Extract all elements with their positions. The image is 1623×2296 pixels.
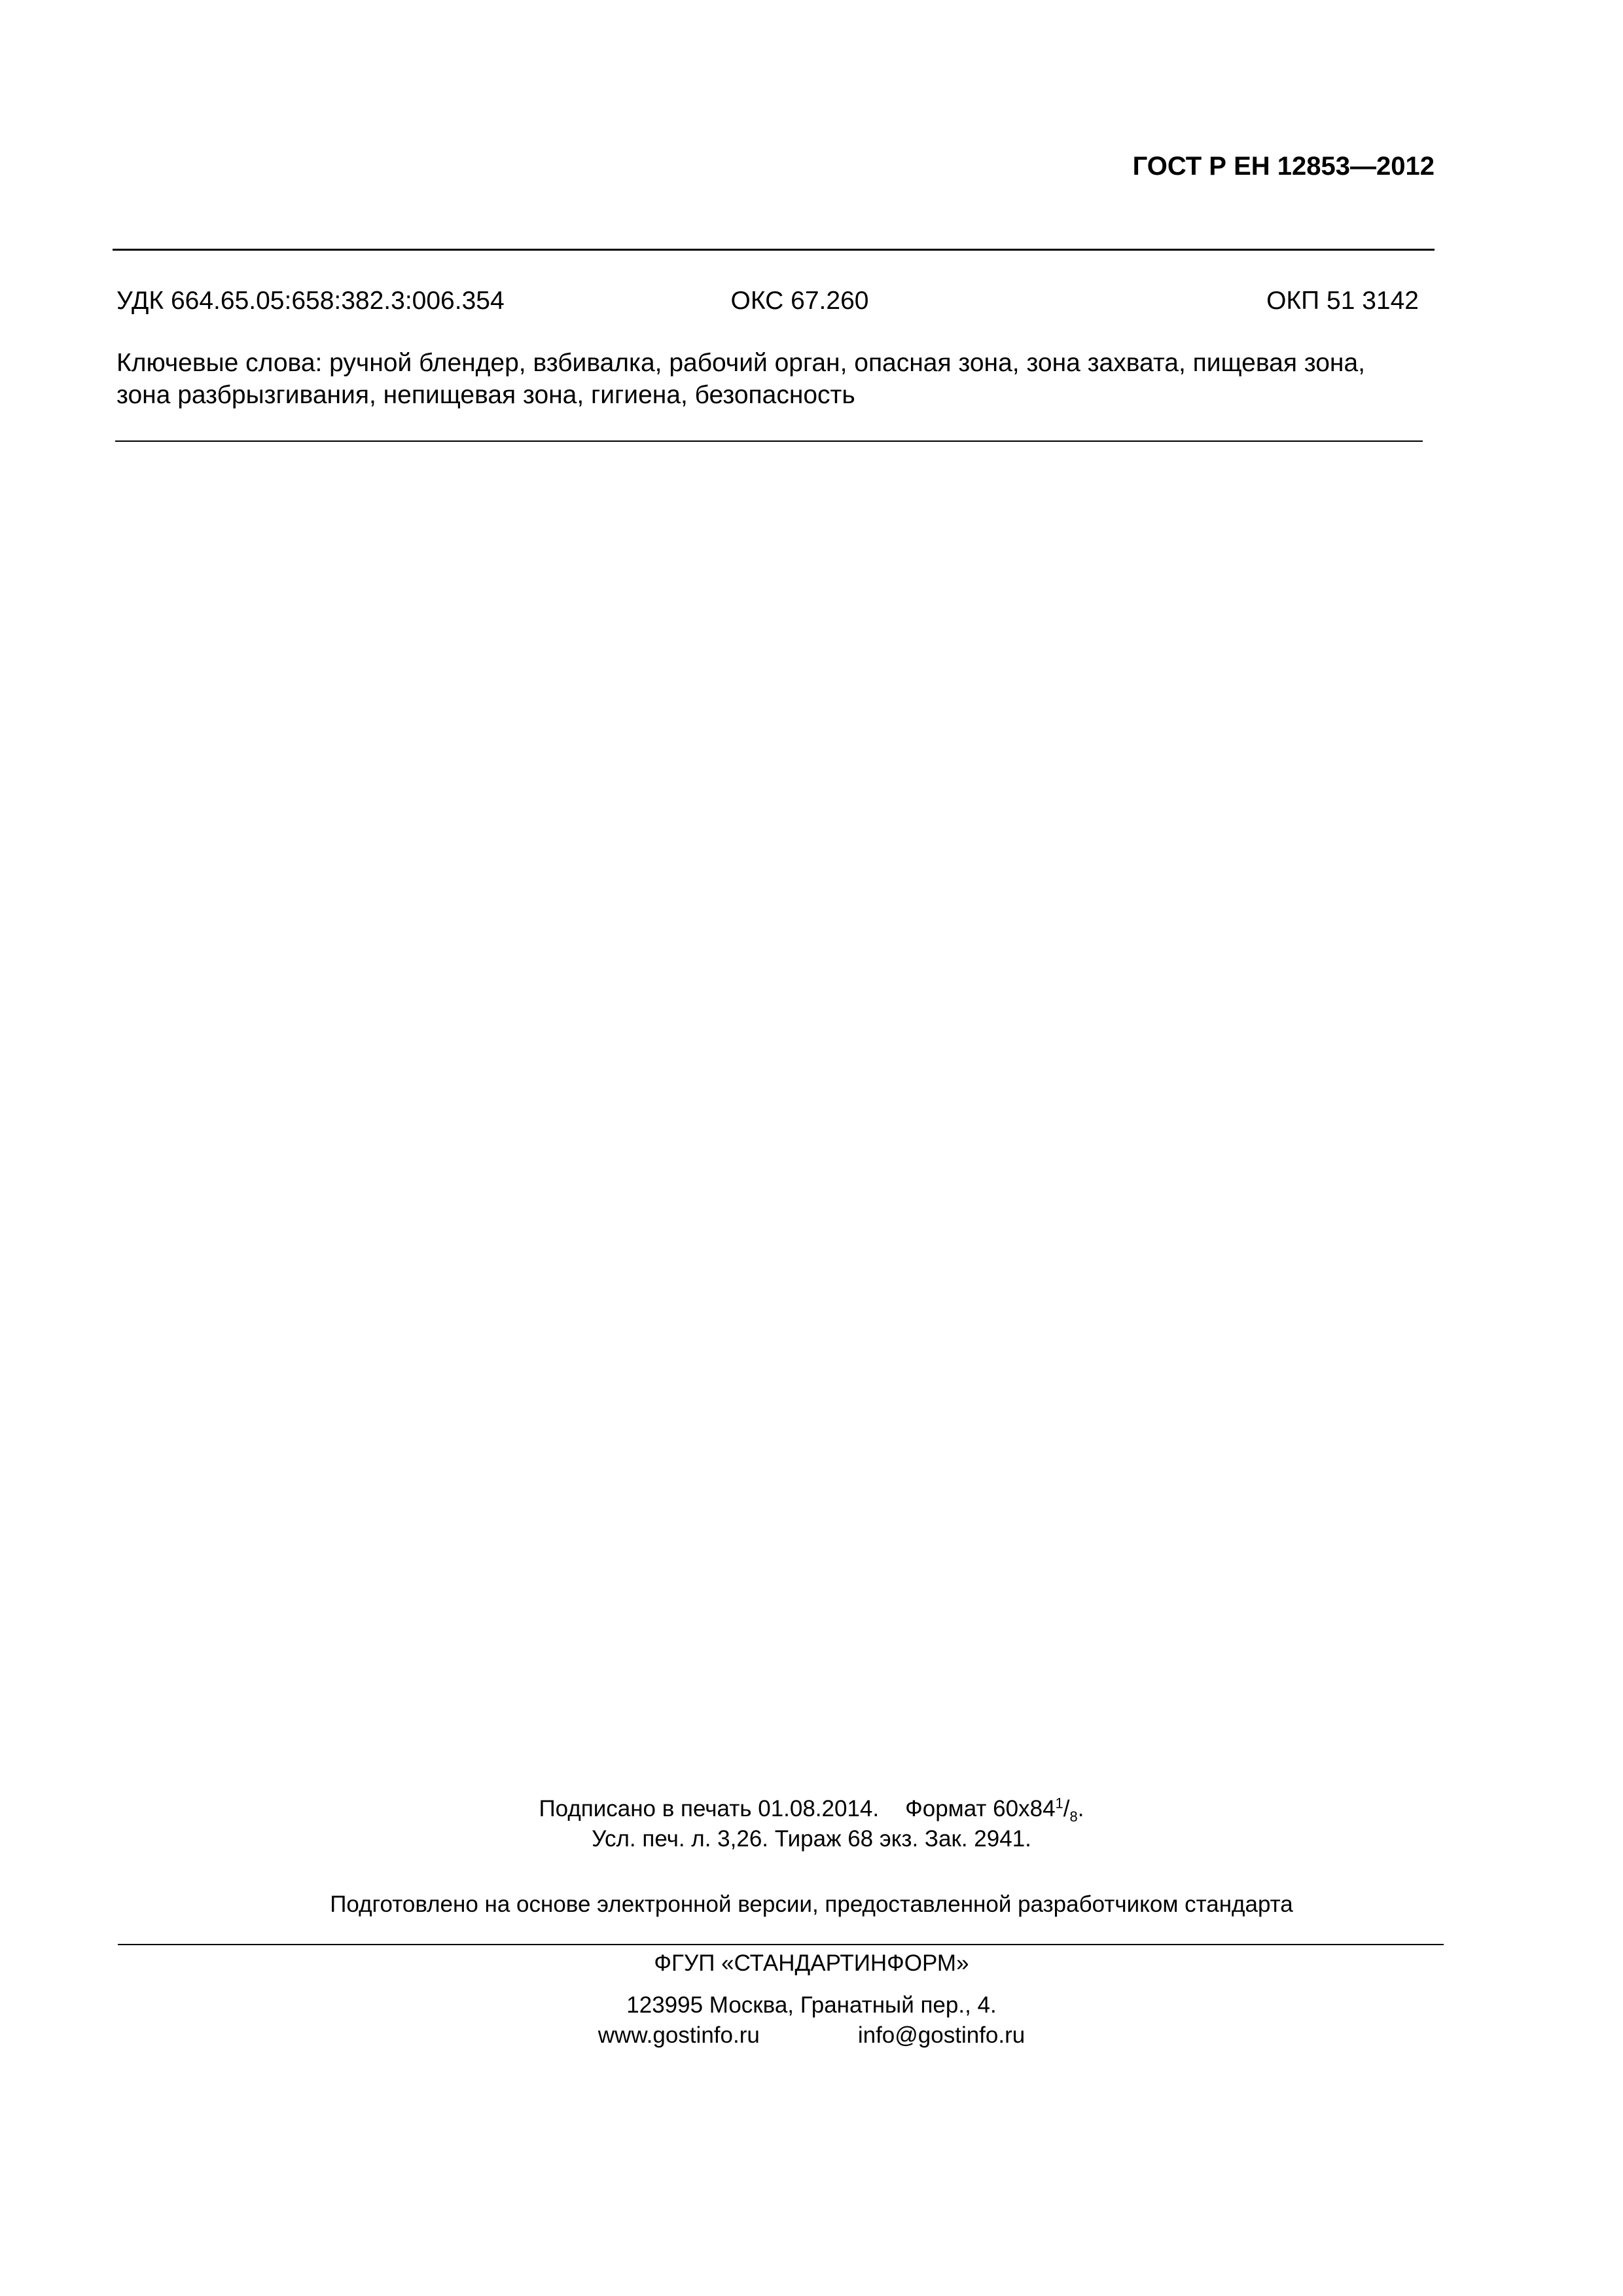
email-link[interactable]: info@gostinfo.ru <box>857 2022 1026 2048</box>
prepared-note: Подготовлено на основе электронной версии, предоставленной разработчиком стандарта <box>330 1892 1293 1917</box>
keywords-divider <box>115 440 1423 442</box>
publisher-name: ФГУП «СТАНДАРТИНФОРМ» <box>654 1950 969 1976</box>
standard-number: ГОСТ Р ЕН 12853—2012 <box>1132 152 1435 181</box>
contact-line <box>0 2020 1623 2051</box>
okp-code: ОКП 51 3142 <box>1266 287 1419 315</box>
classification-line <box>116 287 1419 315</box>
print-details: Усл. печ. л. 3,26. Тираж 68 экз. Зак. 2941. <box>592 1826 1031 1852</box>
format-superscript: 1 <box>1055 1795 1063 1812</box>
publisher-address: 123995 Москва, Гранатный пер., 4. <box>626 1992 997 2018</box>
format-label: Формат 60x84 <box>905 1796 1056 1821</box>
signed-for-print: Подписано в печать 01.08.2014. <box>539 1796 880 1821</box>
oks-code: ОКС 67.260 <box>730 287 869 315</box>
keywords-paragraph: Ключевые слова: ручной блендер, взбивалка, рабочий орган, опасная зона, зона захвата, пищевая зона, зона разбрызгивания, непищевая зона, гигиена, безопасность <box>116 349 1365 409</box>
udk-code: УДК 664.65.05:658:382.3:006.354 <box>116 287 505 315</box>
website-link[interactable]: www.gostinfo.ru <box>597 2022 760 2048</box>
imprint-signed-line: Подписано в печать 01.08.2014. Формат $60x84^1/_8$. <box>539 1795 1084 1825</box>
top-divider <box>113 249 1435 251</box>
footer-divider <box>118 1944 1444 1945</box>
format-subscript: 8 <box>1069 1808 1078 1825</box>
